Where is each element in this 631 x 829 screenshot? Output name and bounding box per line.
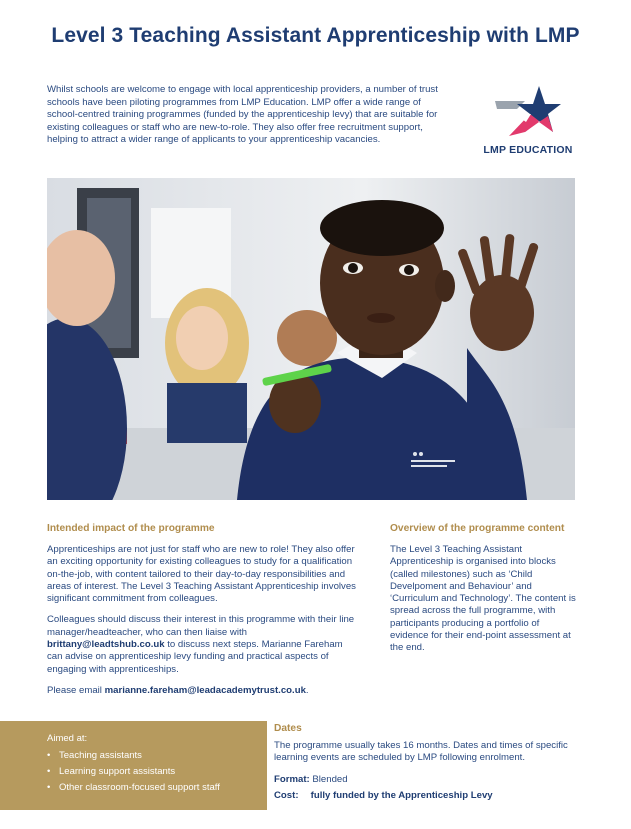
intro-paragraph: Whilst schools are welcome to engage with local apprenticeship providers, a number of trust schools have been piloting programmes from LMP Education. LMP offer a wide range of school-centred training programmes (funded by the apprenticeship levy) that are suitable for existing colleagues or staff who are new-to-role. They also offer free recruitment support, helping to attract a wider range of applicants to your apprenticeship vacancies.: [47, 84, 438, 146]
aimed-at-item: [47, 764, 267, 780]
impact-p3-text-after: .: [305, 684, 309, 696]
format-value: Blended: [312, 773, 348, 785]
cost-row: [274, 790, 574, 801]
impact-p3-text: Please email: [47, 684, 105, 696]
page-title: Level 3 Teaching Assistant Apprenticeship with LMP: [51, 24, 580, 47]
impact-p2-text-after: to discuss next steps. Marianne Fareham can advise on apprenticeship levy funding and practical aspects of engaging with apprenticeships.: [47, 639, 343, 675]
dates-section: [274, 723, 574, 806]
star-logo-icon: [495, 84, 561, 140]
impact-paragraph-2: [47, 614, 359, 675]
bullet-icon: •: [47, 750, 51, 761]
marianne-email-link[interactable]: marianne.fareham@leadacademytrust.co.uk: [104, 684, 306, 696]
dates-heading: Dates: [274, 723, 302, 734]
aimed-at-item-label: Learning support assistants: [59, 766, 176, 777]
cost-label: Cost:: [274, 789, 299, 801]
bullet-icon: •: [47, 782, 51, 793]
logo-text: LMP EDUCATION: [483, 144, 573, 156]
impact-section: [47, 523, 359, 706]
cost-value: fully funded by the Apprenticeship Levy: [310, 789, 493, 801]
bullet-icon: •: [47, 766, 51, 777]
overview-paragraph: The Level 3 Teaching Assistant Apprenticeship is organised into blocks (called milestones) such as ‘Child Develpoment and Behaviour’ and ‘Curriculum and Technology’. The content is spread across the full programme, with participants producing a portfolio of evidence for their end-point assessment at the end.: [390, 544, 576, 654]
dates-paragraph: The programme usually takes 16 months. Dates and times of specific learning events are scheduled by LMP following enrolment.: [274, 740, 568, 764]
impact-p2-text: Colleagues should discuss their interest in this programme with their line manager/headteacher, who can then liaise with: [47, 614, 355, 638]
brittany-email-link[interactable]: brittany@leadtshub.co.uk: [47, 639, 165, 651]
overview-heading: Overview of the programme content: [390, 523, 565, 534]
aimed-at-title: Aimed at:: [47, 733, 88, 744]
impact-heading: Intended impact of the programme: [47, 523, 215, 534]
format-row: [274, 774, 574, 785]
impact-paragraph-3: [47, 685, 359, 697]
overview-section: [390, 523, 578, 664]
aimed-at-item-label: Teaching assistants: [59, 750, 142, 761]
lmp-logo: [472, 84, 584, 160]
format-label: Format:: [274, 773, 310, 785]
aimed-at-item: [47, 748, 267, 764]
impact-paragraph-1: Apprenticeships are not just for staff who are new to role! They also offer an exciting opportunity for existing colleagues to study for a qualification on-the-job, with content tailored to their day-to-day responsibilities and areas of interest. The Level 3 Teaching Assistant Apprenticeship involves significant commitment from colleagues.: [47, 544, 356, 605]
aimed-at-item: [47, 780, 267, 796]
classroom-photo: [47, 178, 575, 500]
aimed-at-item-label: Other classroom-focused support staff: [59, 782, 220, 793]
aimed-at-box: [0, 721, 267, 810]
